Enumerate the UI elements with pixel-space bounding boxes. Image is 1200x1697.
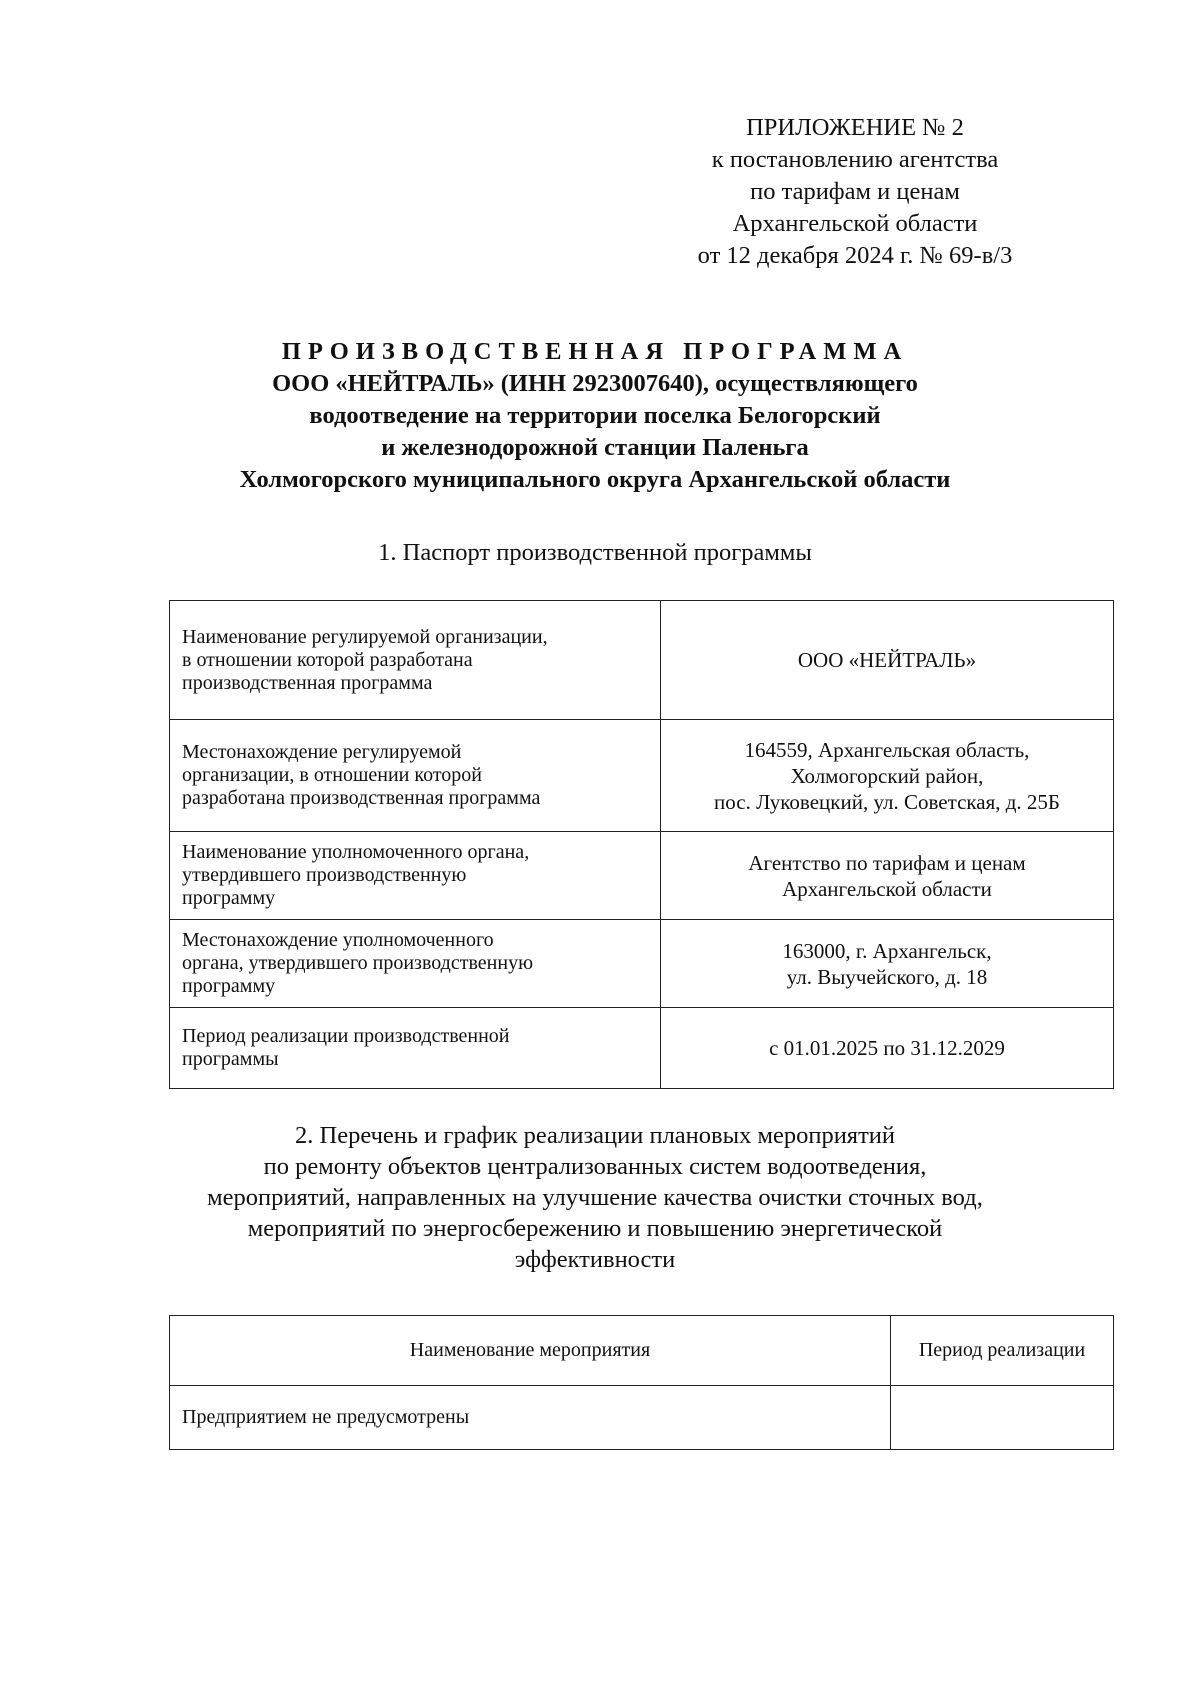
passport-value <box>661 920 1114 1008</box>
heading-line: эффективности <box>514 1246 676 1273</box>
cell-line: Холмогорский район, <box>790 763 984 788</box>
heading-line: по ремонту объектов централизованных систем водоотведения, <box>263 1153 927 1180</box>
appendix-line: ПРИЛОЖЕНИЕ № 2 <box>746 114 964 141</box>
cell-line: с 01.01.2025 по 31.12.2029 <box>769 1036 1005 1060</box>
section-2-heading <box>140 1120 1050 1275</box>
cell-line: Наименование регулируемой организации, <box>182 625 548 648</box>
event-name-cell: Предприятием не предусмотрены <box>170 1386 891 1450</box>
table-row <box>170 1008 1114 1089</box>
cell-line: Местонахождение регулируемой <box>182 741 462 763</box>
cell-line: разработана производственная программа <box>182 787 541 809</box>
cell-line: 164559, Архангельская область, <box>744 737 1030 762</box>
events-table <box>169 1315 1114 1450</box>
passport-label <box>170 920 661 1008</box>
cell-line: пос. Луковецкий, ул. Советская, д. 25Б <box>713 789 1060 814</box>
cell-line: Архангельской области <box>782 876 992 901</box>
table-row <box>170 1386 1114 1450</box>
event-period-cell <box>891 1386 1114 1450</box>
heading-line: 2. Перечень и график реализации плановых мероприятий <box>295 1122 895 1149</box>
cell-line: органа, утвердившего производственную <box>182 952 534 974</box>
passport-value <box>661 1008 1114 1089</box>
appendix-line: к постановлению агентства <box>711 146 999 173</box>
title-heading: ПРОИЗВОДСТВЕННАЯ ПРОГРАММА <box>281 338 909 365</box>
cell-line: ООО «НЕЙТРАЛЬ» <box>797 648 977 672</box>
passport-table <box>169 600 1114 1089</box>
passport-value <box>661 601 1114 720</box>
passport-value <box>661 832 1114 920</box>
cell-line: в отношении которой разработана <box>182 648 473 671</box>
table-row <box>170 720 1114 832</box>
passport-label <box>170 832 661 920</box>
cell-line: утвердившего производственную <box>182 864 467 886</box>
title-line: ООО «НЕЙТРАЛЬ» (ИНН 2923007640), осуществляющего <box>272 370 918 397</box>
cell-line: программы <box>182 1048 279 1070</box>
heading-line: мероприятий, направленных на улучшение качества очистки сточных вод, <box>207 1184 983 1211</box>
cell-line: ул. Выучейского, д. 18 <box>786 964 988 989</box>
cell-line: организации, в отношении которой <box>182 764 482 786</box>
cell-line: Местонахождение уполномоченного <box>182 929 494 951</box>
title-line: и железнодорожной станции Паленьга <box>381 434 809 461</box>
table-row <box>170 920 1114 1008</box>
table-row <box>170 601 1114 720</box>
appendix-block <box>640 112 1070 272</box>
appendix-line: от 12 декабря 2024 г. № 69-в/3 <box>697 242 1013 269</box>
table-row <box>170 832 1114 920</box>
cell-line: Агентство по тарифам и ценам <box>748 850 1026 875</box>
passport-label <box>170 601 661 720</box>
column-header-period: Период реализации <box>891 1316 1114 1386</box>
title-line: водоотведение на территории поселка Белогорский <box>309 402 881 429</box>
appendix-line: по тарифам и ценам <box>750 178 960 205</box>
title-line: Холмогорского муниципального округа Архангельской области <box>239 466 951 493</box>
cell-line: программу <box>182 975 276 997</box>
cell-line: программу <box>182 887 276 909</box>
passport-label <box>170 720 661 832</box>
table-header-row <box>170 1316 1114 1386</box>
passport-value <box>661 720 1114 832</box>
appendix-line: Архангельской области <box>732 210 978 237</box>
cell-line: Наименование уполномоченного органа, <box>182 841 530 863</box>
document-title <box>140 336 1050 496</box>
cell-line: производственная программа <box>182 671 433 694</box>
passport-label <box>170 1008 661 1089</box>
cell-line: Период реализации производственной <box>182 1025 510 1047</box>
section-1-heading: 1. Паспорт производственной программы <box>378 539 812 566</box>
column-header-name: Наименование мероприятия <box>170 1316 891 1386</box>
heading-line: мероприятий по энергосбережению и повышению энергетической <box>247 1215 943 1242</box>
cell-line: 163000, г. Архангельск, <box>782 938 992 963</box>
